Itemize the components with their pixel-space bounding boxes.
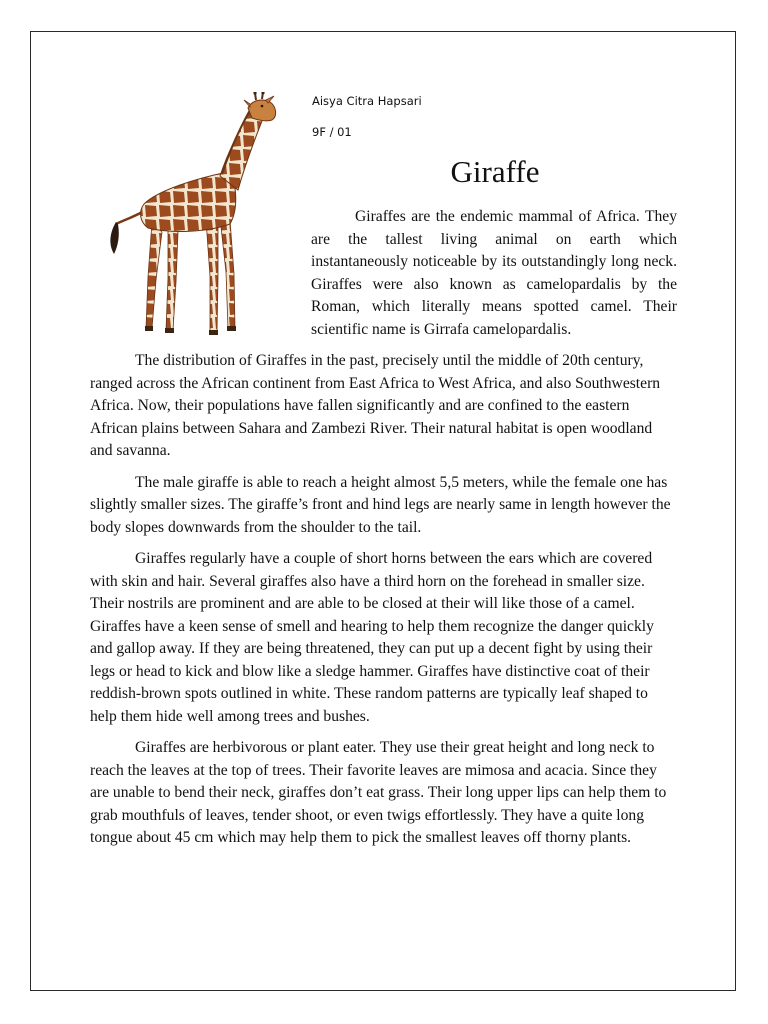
paragraph-distribution: The distribution of Giraffes in the past, precisely until the middle of 20th century, ranged across the African continent from East Africa to West Africa, and also Southwestern Africa. Now, their populations have fallen significantly and are confined to the eastern African plains between Sahara and Zambezi River. Their natural habitat is open woodland and savanna. (90, 352, 661, 459)
giraffe-image (88, 92, 294, 338)
paragraph-intro: Giraffes are the endemic mammal of Africa. They are the tallest living animal on earth which instantaneously noticeable by its outstandingly long neck. Giraffes were also known as camelopardalis by the Roman, which literally means spotted camel. Their scientific name is Girrafa camelopardalis. (311, 208, 677, 338)
document-body (90, 350, 678, 859)
paragraph-height: The male giraffe is able to reach a height almost 5,5 meters, while the female one has slightly smaller sizes. The giraffe’s front and hind legs are nearly same in length however the body slopes downwards from the shoulder to the tail. (90, 473, 671, 536)
paragraph-diet: Giraffes are herbivorous or plant eater. They use their great height and long neck to reach the leaves at the top of trees. Their favorite leaves are mimosa and acacia. Since they are unable to bend their neck, giraffes don’t eat grass. Their long upper lips can help them to grab mouthfuls of leaves, tender shoot, or even twigs effortlessly. They have a quite long tongue about 45 cm which may help them to pick the smallest leaves off thorny plants. (90, 739, 667, 846)
page-title: Giraffe (450, 154, 540, 189)
author-name: Aisya Citra Hapsari (312, 94, 422, 108)
class-label: 9F / 01 (312, 125, 352, 139)
paragraph-features: Giraffes regularly have a couple of short horns between the ears which are covered with skin and hair. Several giraffes also have a third horn on the forehead in smaller size. Their nostrils are prominent and are able to be closed at their will like those of a camel. Giraffes have a keen sense of smell and hearing to help them recognize the danger quickly and gallop away. If they are being threatened, they can put up a decent fight by using their legs or head to kick and blow like a sledge hammer. Giraffes have distinctive coat of their reddish-brown spots outlined in white. These random patterns are typically leaf shaped to help them hide well among trees and bushes. (90, 550, 654, 725)
